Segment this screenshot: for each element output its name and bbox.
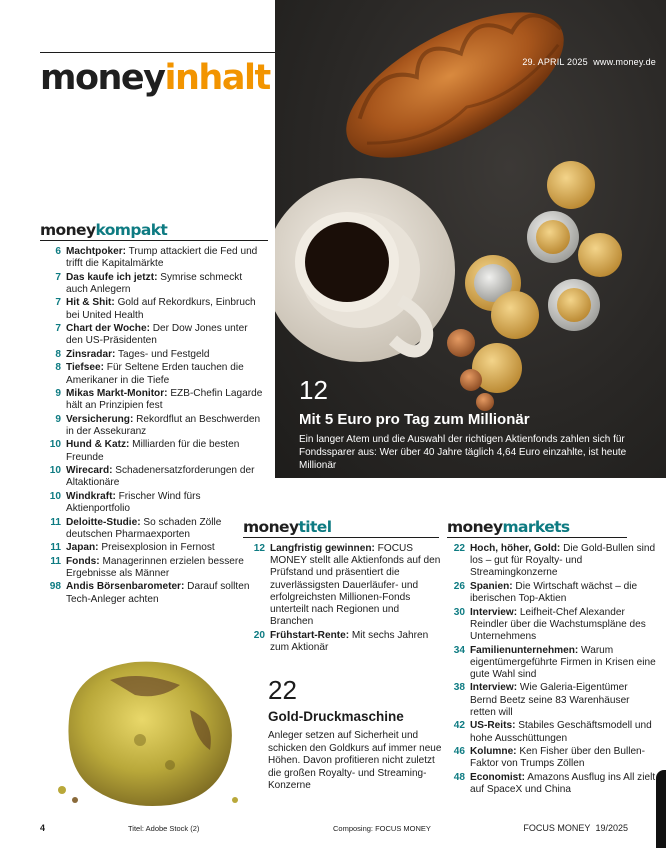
item-headline: Mikas Markt-Monitor: <box>66 388 168 400</box>
section-head-titel <box>243 518 331 536</box>
item-text <box>270 630 442 654</box>
item-text <box>470 746 656 770</box>
list-item[interactable] <box>446 720 656 744</box>
item-headline: Das kaufe ich jetzt: <box>66 271 158 283</box>
item-page-number: 20 <box>253 629 265 641</box>
croissant-shape <box>325 0 586 187</box>
item-page-number: 30 <box>453 606 465 618</box>
section-head-suffix: titel <box>298 518 332 536</box>
item-headline: Versicherung: <box>66 413 134 425</box>
item-description: Frischer Wind fürs Aktienportfolio <box>66 490 201 515</box>
item-page-number: 6 <box>55 246 61 257</box>
item-headline: Frühstart-Rente: <box>270 629 350 641</box>
feature-page-number: 22 <box>268 675 297 705</box>
list-item[interactable] <box>44 491 266 515</box>
list-item[interactable] <box>44 517 266 541</box>
item-page-number: 34 <box>453 644 465 656</box>
item-page-number: 46 <box>453 746 465 758</box>
item-page-number: 11 <box>50 542 61 554</box>
list-item[interactable] <box>44 349 266 361</box>
item-text <box>470 645 656 682</box>
list-item[interactable] <box>44 272 266 296</box>
item-description: Der Dow Jones unter den US-Präsidenten <box>66 323 248 347</box>
item-text <box>470 772 656 796</box>
list-item[interactable] <box>446 645 656 682</box>
list-item[interactable] <box>446 772 656 796</box>
feature-teaser: Anleger setzen auf Sicherheit und schicken den Goldkurs auf immer neue Höhen. Davon profitieren nicht zuletzt die großen Royalty- und Streaming-Konzerne <box>268 730 442 791</box>
item-text <box>470 607 656 644</box>
hero-image[interactable] <box>275 0 666 478</box>
list-item[interactable] <box>446 682 656 719</box>
item-text <box>66 388 266 412</box>
list-item[interactable] <box>446 543 656 580</box>
section-rule-markets <box>447 537 627 538</box>
item-headline: Fonds: <box>66 555 100 567</box>
list-item[interactable] <box>446 607 656 644</box>
list-item[interactable] <box>44 323 266 347</box>
section-head-suffix: kompakt <box>95 221 168 239</box>
item-headline: Hund & Katz: <box>66 439 130 451</box>
footer-magazine <box>523 823 628 833</box>
hero-title[interactable]: Mit 5 Euro pro Tag zum Millionär <box>299 411 530 428</box>
section-rule-kompakt <box>40 240 268 241</box>
item-headline: Langfristig gewinnen: <box>270 543 375 554</box>
item-text <box>470 581 656 605</box>
footer-magazine-name: FOCUS MONEY <box>523 823 591 833</box>
section-head-suffix: markets <box>502 518 570 536</box>
item-description: Milliarden für die besten Freunde <box>66 439 240 463</box>
item-headline: US-Reits: <box>470 720 516 732</box>
item-text <box>66 491 266 515</box>
item-text <box>66 517 266 541</box>
coffee-shape <box>305 222 389 302</box>
item-headline: Machtpoker: <box>66 246 127 257</box>
item-description: EZB-Chefin Lagarde hält an Prinzipien fest <box>66 388 263 412</box>
list-item[interactable] <box>246 630 442 654</box>
item-headline: Hoch, höher, Gold: <box>470 543 561 554</box>
item-text <box>66 542 266 554</box>
item-page-number: 10 <box>49 490 61 502</box>
item-description: Stabiles Geschäftsmodell und hohe Ausschüttungen <box>470 720 652 744</box>
item-page-number: 26 <box>453 580 465 592</box>
item-page-number: 8 <box>55 348 61 360</box>
footer-issue: 19/2025 <box>595 823 628 833</box>
item-text <box>66 349 266 361</box>
list-item[interactable] <box>44 581 266 605</box>
section-head-prefix: money <box>40 221 96 239</box>
item-description: Warum eigentümergeführte Firmen in Krisen eine gute Wahl sind <box>470 644 656 680</box>
issue-date-url <box>522 57 656 67</box>
item-headline: Andis Börsenbarometer: <box>66 581 185 593</box>
item-page-number: 8 <box>55 362 61 374</box>
website-url[interactable]: www.money.de <box>593 57 656 67</box>
item-text <box>66 272 266 296</box>
issue-date: 29. APRIL 2025 <box>522 57 588 67</box>
item-text <box>470 543 656 580</box>
item-description: Schadenersatzforderungen der Altaktionäre <box>66 465 255 489</box>
item-description: Tages- und Festgeld <box>115 348 210 360</box>
list-item[interactable] <box>246 543 442 628</box>
item-page-number: 11 <box>50 516 61 528</box>
item-page-number: 12 <box>253 543 265 554</box>
item-headline: Tiefsee: <box>66 362 104 374</box>
item-description: Mit sechs Jahren zum Aktionär <box>270 629 429 653</box>
item-headline: Wirecard: <box>66 465 113 477</box>
item-page-number: 11 <box>50 555 61 567</box>
item-description: Trump attackiert die Fed und trifft die Kapitalmärkte <box>66 246 258 270</box>
section-head-prefix: money <box>447 518 503 536</box>
item-text <box>470 720 656 744</box>
item-page-number: 9 <box>55 388 61 400</box>
section-head-kompakt <box>40 221 167 239</box>
item-description: Rekordflut an Beschwerden in der Assekuranz <box>66 413 261 437</box>
item-page-number: 42 <box>453 720 465 732</box>
item-page-number: 7 <box>55 297 61 309</box>
list-item[interactable] <box>44 465 266 489</box>
coins-shape <box>447 161 622 411</box>
list-item[interactable] <box>44 439 266 463</box>
item-headline: Kolumne: <box>470 746 517 758</box>
item-headline: Chart der Woche: <box>66 323 150 335</box>
item-headline: Zinsradar: <box>66 348 116 360</box>
masthead-money: money <box>40 58 165 98</box>
hero-illustration <box>275 0 666 478</box>
item-description: FOCUS MONEY stellt alle Aktienfonds auf den Prüfstand und präsentiert die zuverlässigsten Dauerläufer- und erfolgreichsten Millionen-Fonds unterteilt nach Regionen und Branchen <box>270 543 441 628</box>
item-headline: Hit & Shit: <box>66 297 115 309</box>
item-text <box>270 543 442 628</box>
section-rule-titel <box>243 537 439 538</box>
list-item[interactable] <box>44 388 266 412</box>
item-description: So schaden Zölle deutschen Pharmaexporten <box>66 516 222 540</box>
list-item[interactable] <box>446 581 656 605</box>
item-description: Wie Galeria-Eigentümer Bernd Beetz seine 83 Warenhäuser retten will <box>470 682 630 718</box>
list-item[interactable] <box>44 246 266 270</box>
item-text <box>66 581 266 605</box>
item-text <box>66 297 266 321</box>
item-headline: Spanien: <box>470 580 513 592</box>
masthead-inhalt: inhalt <box>164 58 270 98</box>
item-text <box>66 323 266 347</box>
list-item[interactable] <box>44 414 266 438</box>
feature-title[interactable]: Gold-Druckmaschine <box>268 709 404 724</box>
hero-teaser: Ein langer Atem und die Auswahl der richtigen Aktienfonds zahlen sich für Fondssparer aus: Wer über 40 Jahre täglich 4,64 Euro einzahlte, ist heute Millionär <box>299 434 627 471</box>
kompakt-list <box>44 246 266 607</box>
item-description: Die Gold-Bullen sind los – gut für Royalty- und Streamingkonzerne <box>470 543 656 579</box>
item-page-number: 98 <box>49 581 61 593</box>
item-page-number: 48 <box>453 771 465 783</box>
item-headline: Japan: <box>66 542 99 554</box>
item-description: Preisexplosion in Fernost <box>98 542 215 554</box>
item-description: Leifheit-Chef Alexander Reindler über die Wachstumspläne des Unternehmens <box>470 606 646 643</box>
item-headline: Interview: <box>470 682 518 694</box>
item-description: Gold auf Rekordkurs, Einbruch bei United Health <box>66 297 256 321</box>
list-item[interactable] <box>446 746 656 770</box>
item-page-number: 22 <box>453 543 465 554</box>
item-headline: Familienunternehmen: <box>470 644 579 656</box>
item-page-number: 9 <box>55 413 61 425</box>
list-item[interactable] <box>44 556 266 580</box>
item-headline: Economist: <box>470 771 525 783</box>
item-text <box>66 414 266 438</box>
item-headline: Deloitte-Studie: <box>66 516 141 528</box>
masthead <box>40 58 270 98</box>
item-headline: Interview: <box>470 606 518 618</box>
item-description: Managerinnen erzielen bessere Ergebnisse als Männer <box>66 555 244 579</box>
item-description: Ken Fisher über den Bullen-Faktor von Trumps Zöllen <box>470 746 646 770</box>
item-page-number: 10 <box>49 465 61 477</box>
edge-image-fragment <box>656 770 666 848</box>
footer-credit-composing: Composing: FOCUS MONEY <box>333 824 431 833</box>
titel-list <box>246 543 442 655</box>
item-description: Symrise schmeckt auch Anlegern <box>66 271 243 295</box>
section-head-markets <box>447 518 570 536</box>
item-description: Für Seltene Erden tauchen die Amerikaner in die Tiefe <box>66 362 244 386</box>
footer-credit-title: Titel: Adobe Stock (2) <box>128 824 200 833</box>
item-text <box>66 439 266 463</box>
hero-page-number: 12 <box>299 375 328 405</box>
list-item[interactable] <box>44 542 266 554</box>
list-item[interactable] <box>44 362 266 386</box>
markets-list <box>446 543 656 797</box>
gold-nugget-image <box>40 650 255 815</box>
item-page-number: 7 <box>55 271 61 283</box>
list-item[interactable] <box>44 297 266 321</box>
item-page-number: 7 <box>55 323 61 335</box>
item-text <box>470 682 656 719</box>
section-head-prefix: money <box>243 518 299 536</box>
footer-page-number: 4 <box>40 823 46 833</box>
item-headline: Windkraft: <box>66 490 116 502</box>
item-text <box>66 556 266 580</box>
item-page-number: 38 <box>453 682 465 694</box>
item-text <box>66 465 266 489</box>
item-page-number: 10 <box>49 439 61 451</box>
item-description: Die Wirtschaft wächst – die iberischen Top-Aktien <box>470 580 638 605</box>
item-description: Amazons Ausflug ins All zielt auf SpaceX und China <box>470 771 656 795</box>
item-description: Darauf sollten Tech-Anleger achten <box>66 581 250 605</box>
item-text <box>66 246 266 270</box>
top-rule <box>40 52 276 53</box>
item-text <box>66 362 266 386</box>
